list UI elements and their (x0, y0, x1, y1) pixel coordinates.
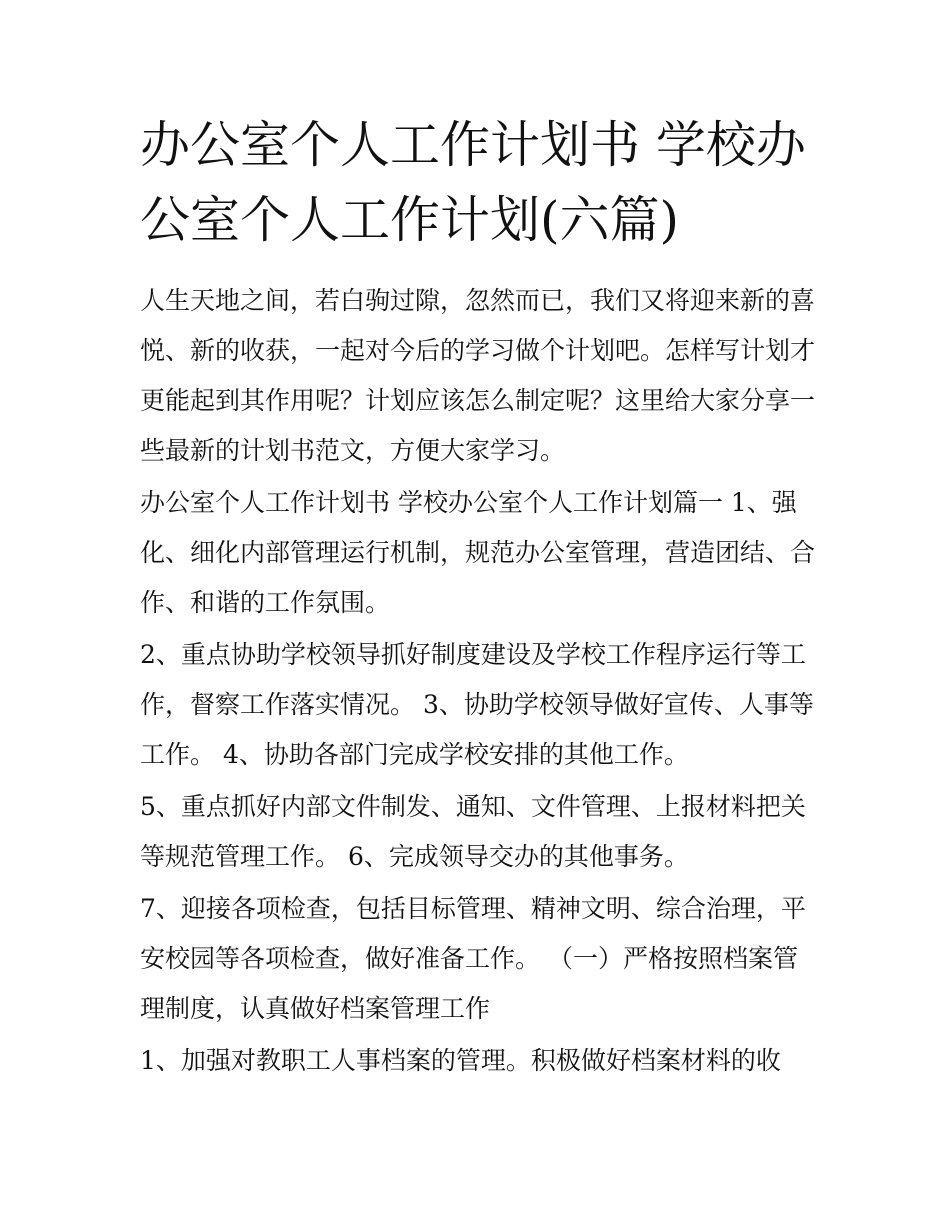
body-line-15: 理制度，认真做好档案管理工作 (140, 994, 491, 1023)
body-line-11: 5、重点抓好内部文件制发、通知、文件管理、上报材料把关 (140, 792, 806, 821)
body-line-6: 化、细化内部管理运行机制，规范办公室管理，营造团结、合 (140, 538, 816, 567)
title-line-2: 公室个人工作计划(六篇) (140, 191, 680, 249)
body-line-12: 等规范管理工作。 6、完成领导交办的其他事务。 (140, 842, 689, 871)
title-line-1: 办公室个人工作计划书 学校办 (140, 116, 806, 174)
body-line-2: 悦、新的收获，一起对今后的学习做个计划吧。怎样写计划才 (140, 336, 816, 365)
body-line-16: 1、加强对教职工人事档案的管理。积极做好档案材料的收 (140, 1046, 781, 1075)
body-line-1: 人生天地之间，若白驹过隙，忽然而已，我们又将迎来新的喜 (140, 286, 816, 315)
body-line-3: 更能起到其作用呢？计划应该怎么制定呢？这里给大家分享一 (140, 386, 816, 415)
body-line-9: 作，督察工作落实情况。 3、协助学校领导做好宣传、人事等 (140, 690, 814, 719)
body-line-8: 2、重点协助学校领导抓好制度建设及学校工作程序运行等工 (140, 640, 806, 669)
body-line-13: 7、迎接各项检查，包括目标管理、精神文明、综合治理，平 (140, 894, 806, 923)
body-line-10: 工作。 4、协助各部门完成学校安排的其他工作。 (140, 740, 689, 769)
document-title (140, 108, 820, 258)
body-line-5: 办公室个人工作计划书 学校办公室个人工作计划篇一 1、强 (140, 488, 797, 517)
body-line-7: 作、和谐的工作氛围。 (140, 588, 391, 617)
body-line-4: 些最新的计划书范文，方便大家学习。 (140, 436, 566, 465)
body-line-14: 安校园等各项检查，做好准备工作。 （一）严格按照档案管 (140, 944, 798, 973)
